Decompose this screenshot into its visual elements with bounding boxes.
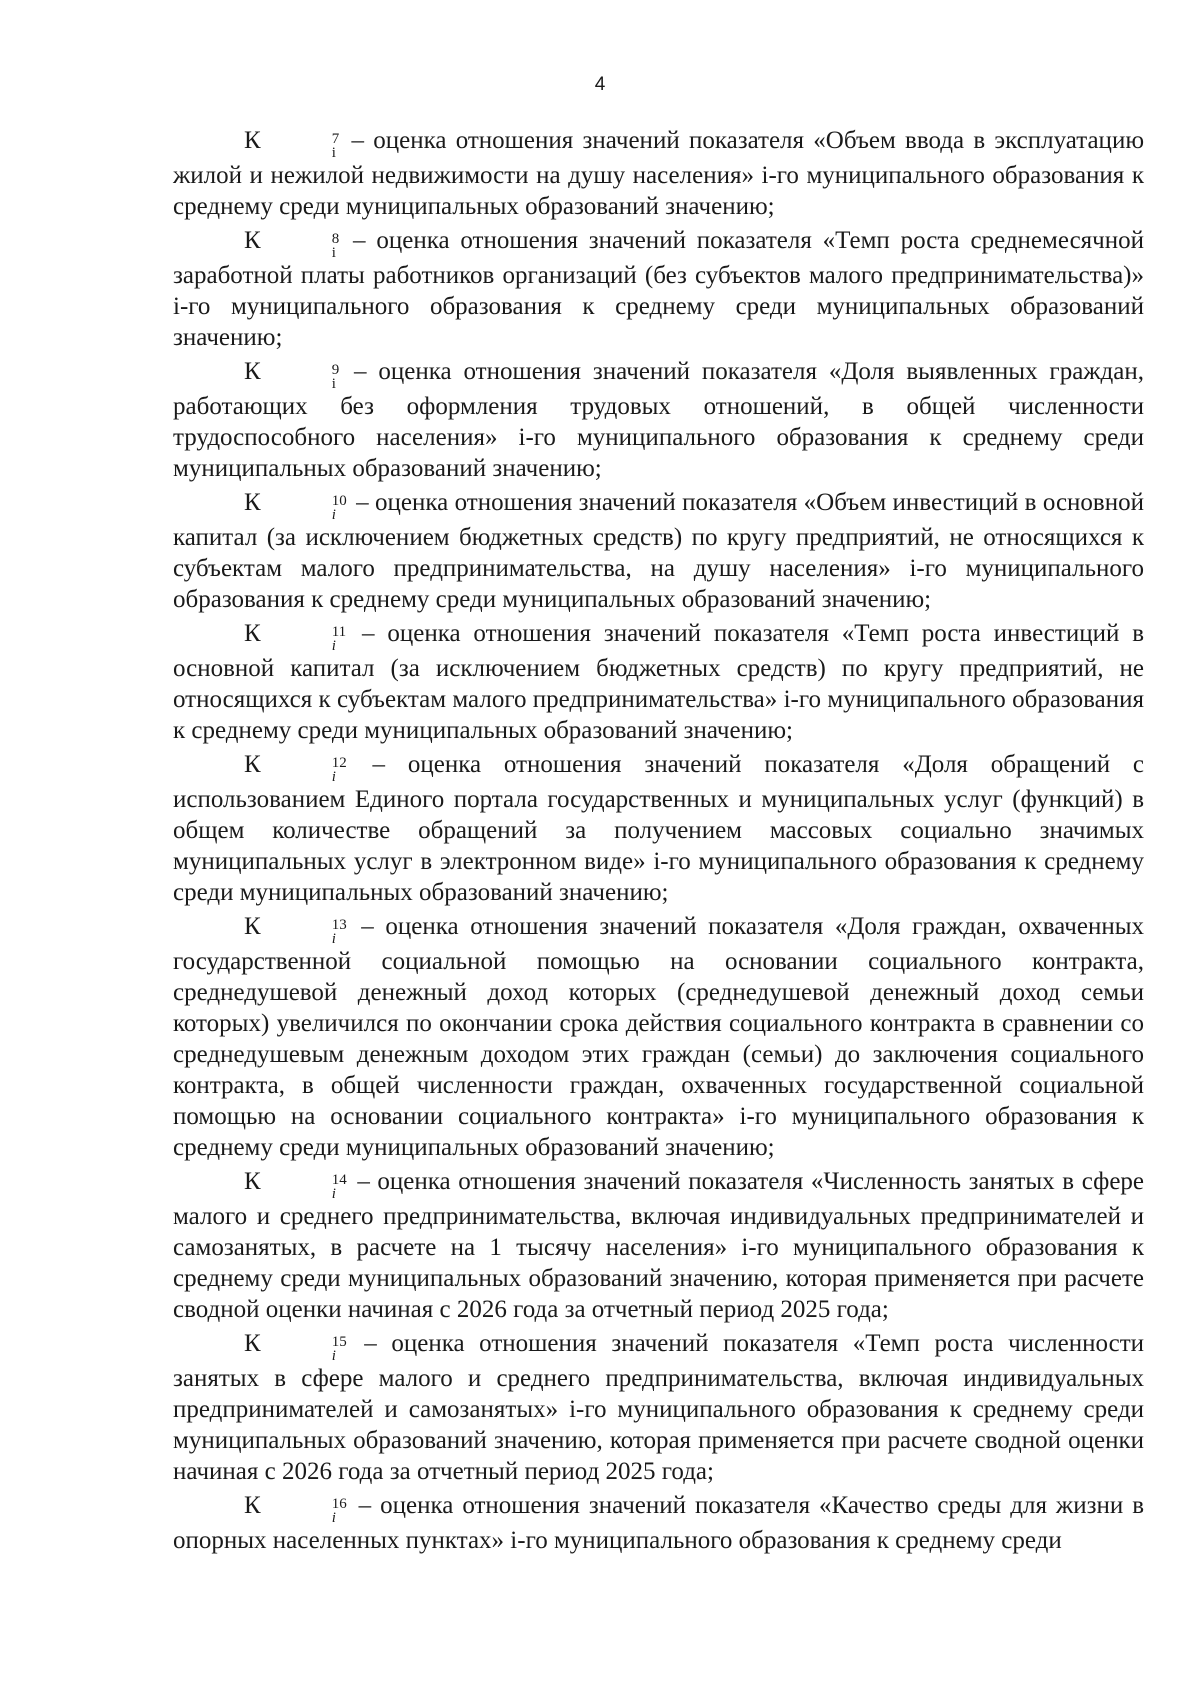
paragraph-k16: [173, 1490, 1144, 1556]
paragraph-k8: [173, 225, 1144, 353]
coefficient-superscript: 10: [331, 493, 347, 509]
coefficient-indices: [261, 363, 340, 391]
coefficient-symbol: К: [244, 489, 261, 516]
coefficient-subscript: i: [331, 931, 336, 947]
coefficient-subscript: i: [331, 1186, 336, 1202]
paragraph-k12: [173, 749, 1144, 908]
coefficient-superscript: 7: [331, 131, 340, 147]
coefficient-superscript: 16: [331, 1496, 347, 1512]
coefficient-symbol: К: [244, 1330, 261, 1357]
coefficient-superscript: 8: [331, 231, 340, 247]
coefficient-subscript: i: [331, 638, 336, 654]
paragraph-text: – оценка отношения значений показателя «Доля выявленных граждан, работающих без оформления трудовых отношений, в общей численности трудоспособного населения» i-го муниципального образования к среднему среди муниципальных образований значению;: [173, 358, 1145, 482]
coefficient-symbol: К: [244, 1492, 261, 1519]
paragraph-text: – оценка отношения значений показателя «Темп роста среднемесячной заработной платы работников организаций (без субъектов малого предпринимательства)» i-го муниципального образования к среднему среди муниципальных образований значению;: [173, 227, 1144, 351]
coefficient-superscript: 15: [331, 1334, 347, 1350]
coefficient-indices: [261, 1173, 347, 1201]
coefficient-symbol: К: [244, 913, 261, 940]
coefficient-indices: [261, 918, 347, 946]
coefficient-subscript: i: [331, 1510, 336, 1526]
coefficient-indices: [261, 625, 346, 653]
paragraph-text: – оценка отношения значений показателя «Качество среды для жизни в опорных населенных пунктах» i-го муниципального образования к среднему среди: [173, 1492, 1144, 1554]
coefficient-superscript: 14: [331, 1172, 347, 1188]
document-body: [173, 125, 1144, 1559]
coefficient-symbol: К: [244, 1168, 261, 1195]
coefficient-indices: [261, 232, 340, 260]
paragraph-text: – оценка отношения значений показателя «Темп роста численности занятых в сфере малого и среднего предпринимательства, включая индивидуальных предпринимателей и самозанятых» i-го муниципального образования к среднему среди муниципальных образований значению, которая применяется при расчете сводной оценки начиная с 2026 года за отчетный период 2025 года;: [173, 1330, 1144, 1485]
coefficient-subscript: i: [331, 376, 336, 392]
coefficient-indices: [261, 1335, 347, 1363]
coefficient-indices: [261, 1497, 347, 1525]
paragraph-k11: [173, 618, 1144, 746]
coefficient-subscript: i: [331, 507, 336, 523]
coefficient-subscript: i: [331, 145, 336, 161]
page-number: 4: [594, 74, 606, 95]
paragraph-text: – оценка отношения значений показателя «Численность занятых в сфере малого и среднего предпринимательства, включая индивидуальных предпринимателей и самозанятых, в расчете на 1 тысячу населения» i-го муниципального образования к среднему среди муниципальных образований значению, которая применяется при расчете сводной оценки начиная с 2026 года за отчетный период 2025 года;: [173, 1168, 1145, 1323]
coefficient-indices: [261, 494, 347, 522]
coefficient-subscript: i: [331, 1348, 336, 1364]
coefficient-superscript: 12: [331, 755, 347, 771]
coefficient-indices: [261, 756, 347, 784]
coefficient-superscript: 13: [331, 917, 347, 933]
coefficient-symbol: К: [244, 227, 261, 254]
paragraph-k9: [173, 356, 1144, 484]
coefficient-symbol: К: [244, 127, 261, 154]
coefficient-subscript: i: [331, 769, 336, 785]
coefficient-subscript: i: [331, 245, 336, 261]
paragraph-k14: [173, 1166, 1144, 1325]
paragraph-k15: [173, 1328, 1144, 1487]
paragraph-text: – оценка отношения значений показателя «Объем инвестиций в основной капитал (за исключением бюджетных средств) по кругу предприятий, не относящихся к субъектам малого предпринимательства, на душу населения» i-го муниципального образования к среднему среди муниципальных образований значению;: [173, 489, 1144, 613]
coefficient-superscript: 11: [331, 624, 347, 640]
paragraph-k10: [173, 487, 1144, 615]
paragraph-text: – оценка отношения значений показателя «Темп роста инвестиций в основной капитал (за исключением бюджетных средств) по кругу предприятий, не относящихся к субъектам малого предпринимательства» i-го муниципального образования к среднему среди муниципальных образований значению;: [173, 620, 1144, 744]
coefficient-symbol: К: [244, 751, 261, 778]
paragraph-text: – оценка отношения значений показателя «Доля обращений с использованием Единого портала государственных и муниципальных услуг (функций) в общем количестве обращений за получением массовых социально значимых муниципальных услуг в электронном виде» i-го муниципального образования к среднему среди муниципальных образований значению;: [173, 751, 1145, 906]
coefficient-indices: [261, 132, 340, 160]
paragraph-k13: [173, 911, 1144, 1163]
paragraph-text: – оценка отношения значений показателя «Объем ввода в эксплуатацию жилой и нежилой недвижимости на душу населения» i-го муниципального образования к среднему среди муниципальных образований значению;: [173, 127, 1144, 220]
coefficient-superscript: 9: [331, 362, 340, 378]
coefficient-symbol: К: [244, 620, 261, 647]
paragraph-text: – оценка отношения значений показателя «Доля граждан, охваченных государственной социальной помощью на основании социального контракта, среднедушевой денежный доход которых (среднедушевой денежный доход семьи которых) увеличился по окончании срока действия социального контракта в сравнении со среднедушевым денежным доходом этих граждан (семьи) до заключения социального контракта, в общей численности граждан, охваченных государственной социальной помощью на основании социального контракта» i-го муниципального образования к среднему среди муниципальных образований значению;: [173, 913, 1145, 1161]
paragraph-k7: [173, 125, 1144, 222]
coefficient-symbol: К: [244, 358, 261, 385]
